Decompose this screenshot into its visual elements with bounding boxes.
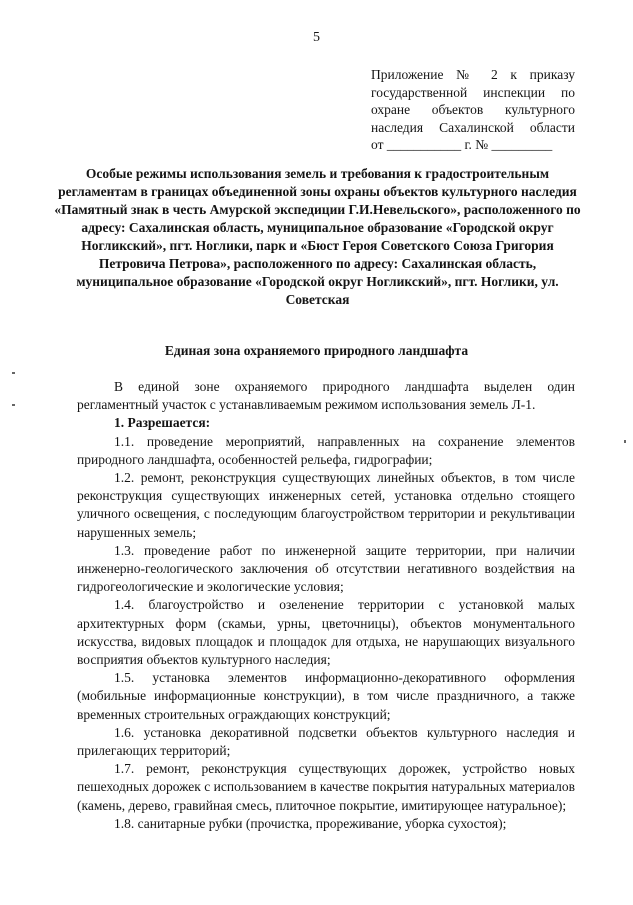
appendix-line-1: Приложение № 2 к приказу [371,67,575,82]
list-item: 1.7. ремонт, реконструкция существующих дорожек, устройство новых пешеходных дорожек с использованием в качестве покрытия натуральных материалов (камень, дерево, гравийная смесь, плиточное покрытие, имитирующее натуральное); [77,761,575,813]
appendix-line-2: государственной инспекции по [371,84,575,100]
scan-mark [12,372,15,374]
appendix-line-5: от ___________ г. № _________ [371,137,553,153]
list-item: 1.5. установка элементов информационно-декоративного оформления (мобильные информационные конструкции), в том числе праздничного, а также временных строительных ограждающих конструкций; [77,670,575,722]
appendix-header [371,66,575,154]
list-item: 1.8. санитарные рубки (прочистка, прореживание, уборка сухостоя); [114,815,507,831]
document-title: Особые режимы использования земель и требования к градостроительным регламентам в границах объединенной зоны охраны объектов культурного наследия «Памятный знак в честь Амурской экспедиции Г.И.Невельского», расположенного по адресу: Сахалинская область, муниципальное образование «Городской округ Ногликский», пгт. Ноглики, парк и «Бюст Героя Советского Союза Григория Петровича Петрова», расположенного по адресу: Сахалинская область, муниципальное образование «Городской округ Ногликский», пгт. Ноглики, ул. Советская [54,166,581,307]
appendix-line-4: наследия Сахалинской области [371,119,575,135]
appendix-line-3: охране объектов культурного [371,102,575,118]
list-item: 1.6. установка декоративной подсветки объектов культурного наследия и прилегающих территорий; [77,724,575,759]
list-item: 1.3. проведение работ по инженерной защите территории, при наличии инженерно-геологического заключения об отсутствии негативного воздействия на гидрогеологические и экологические условия; [77,542,575,595]
section-heading: 1. Разрешается: [114,415,211,431]
scan-mark [12,404,15,406]
list-item: 1.2. ремонт, реконструкция существующих линейных объектов, в том числе реконструкция существующих инженерных сетей, установка отдельно стоящего уличного освещения, с последующим благоустройством территории и рекультивации нарушенных земель; [77,470,575,540]
list-item: 1.1. проведение мероприятий, направленных на сохранение элементов природного ландшафта, особенностей рельефа, гидрографии; [77,433,575,467]
list-item: 1.4. благоустройство и озеленение территории с установкой малых архитектурных форм (скамьи, урны, цветочницы), объектов монументального искусства, видовых площадок и площадок для отдыха, не нарушающих визуального восприятия объектов культурного наследия; [77,597,575,668]
scan-mark [624,440,626,443]
document-body [77,378,575,833]
intro-paragraph: В единой зоне охраняемого природного ландшафта выделен один регламентный участок с устанавливаемым режимом использования земель Л-1. [77,379,575,413]
page-number: 5 [313,30,320,45]
zone-subtitle: Единая зона охраняемого природного ландшафта [164,343,469,358]
